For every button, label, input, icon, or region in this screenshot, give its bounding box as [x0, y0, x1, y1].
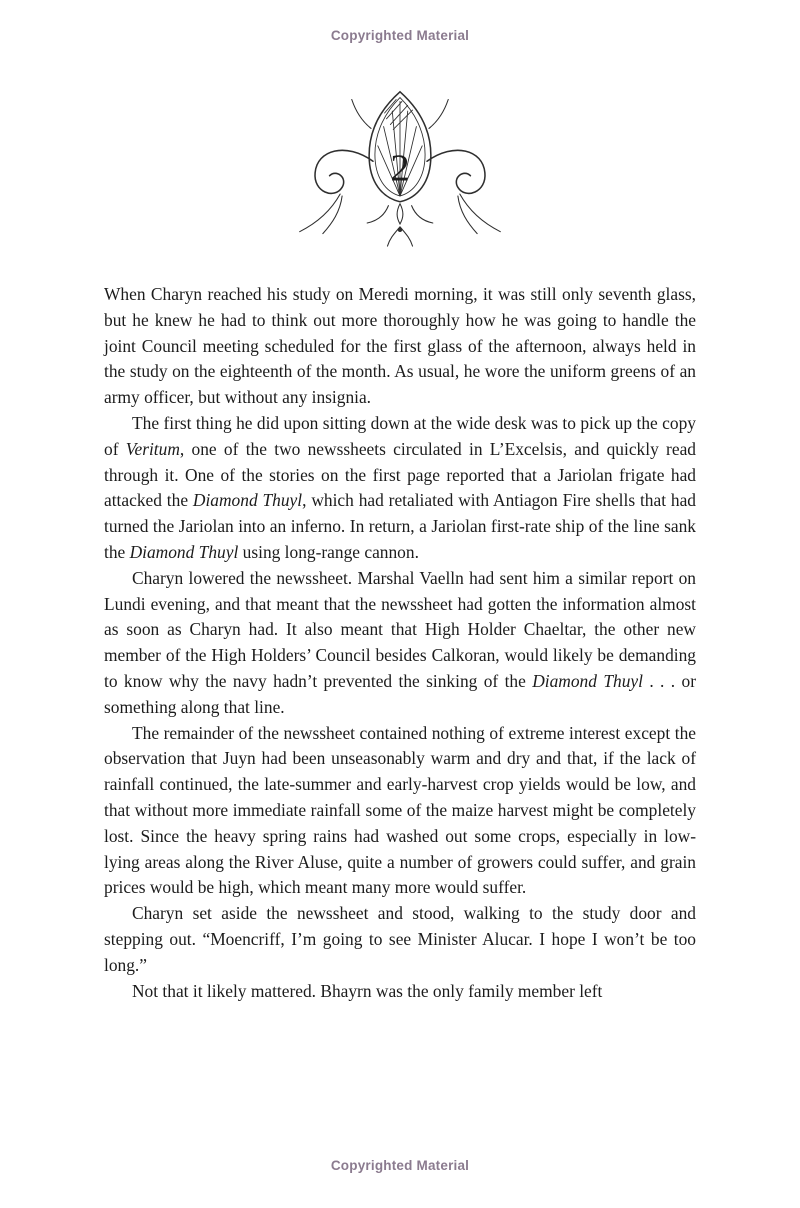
- engraved-shell-scroll-ornament-icon: [284, 86, 516, 250]
- text-run: . . . or something along that line.: [104, 670, 696, 717]
- text-run: using long-range cannon.: [238, 541, 419, 562]
- text-run: When Charyn reached his study on Meredi morning, it was still only seventh glass, but he knew he had to think out more thoroughly how he was going to handle the joint Council meeting scheduled for the first glass of the afternoon, always held in the study on the eighteenth of the month. As usual, he wore the uniform greens of an army officer, but without any insignia.: [104, 284, 696, 408]
- text-run: The remainder of the newssheet contained nothing of extreme interest except the observation that Juyn had been unseasonably warm and dry and that, if the lack of rainfall continued, the late-summer and early-harvest crop yields would be low, and that without more immediate rainfall some of the maize harvest might be completely lost. Since the heavy spring rains had washed out some crops, especially in low-lying areas along the River Aluse, quite a number of growers could suffer, and grain prices would be high, which meant many more would suffer.: [104, 722, 696, 898]
- text-run: The first thing he did upon sitting down at the wide desk was to pick up the copy of: [104, 412, 696, 459]
- text-run: Charyn lowered the newssheet. Marshal Vaelln had sent him a similar report on Lundi evening, and that meant that the newssheet had gotten the information almost as soon as Charyn had. It also meant that High Holder Chaeltar, the other new member of the High Holders’ Council besides Calkoran, would likely be demanding to know why the navy hadn’t prevented the sinking of the: [104, 567, 696, 691]
- paragraph: [104, 411, 696, 566]
- copyright-notice-bottom: Copyrighted Material: [330, 1158, 470, 1173]
- italic-text-run: Diamond Thuyl: [192, 490, 303, 511]
- paragraph: [104, 979, 696, 1005]
- chapter-number: 2: [390, 147, 410, 190]
- italic-text-run: Veritum: [125, 438, 180, 459]
- text-run: , which had retaliated with Antiagon Fire shells that had turned the Jariolan into an inferno. In return, a Jariolan first-rate ship of the line sank the: [104, 490, 696, 562]
- text-run: Charyn set aside the newssheet and stood, walking to the study door and stepping out. “Moencriff, I’m going to see Minister Alucar. I hope I won’t be too long.”: [104, 903, 696, 975]
- paragraph: [104, 282, 696, 411]
- paragraph: [104, 721, 696, 902]
- italic-text-run: Diamond Thuyl: [129, 541, 239, 562]
- paragraph: [104, 566, 696, 721]
- italic-text-run: Diamond Thuyl: [532, 670, 643, 691]
- copyright-notice-top: Copyrighted Material: [330, 28, 470, 43]
- text-run: , one of the two newssheets circulated in L’Excelsis, and quickly read through it. One of the stories on the first page reported that a Jariolan frigate had attacked the: [104, 438, 696, 511]
- chapter-ornament: [284, 86, 516, 250]
- text-run: Not that it likely mattered. Bhayrn was the only family member left: [132, 980, 603, 1001]
- page-body: [104, 282, 696, 1004]
- paragraph: [104, 901, 696, 978]
